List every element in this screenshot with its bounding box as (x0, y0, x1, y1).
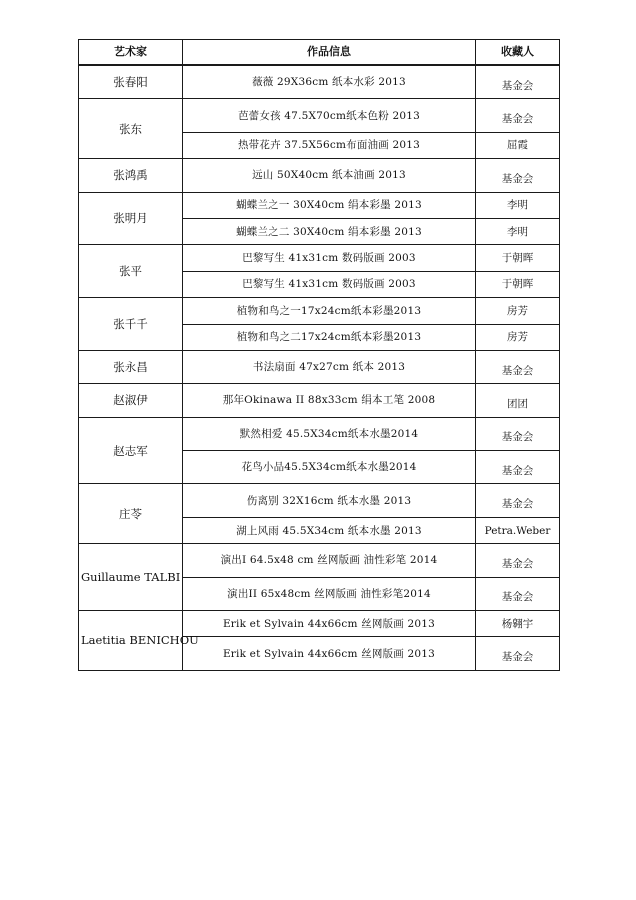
work-info-cell: 演出I 64.5x48 cm 丝网版画 油性彩笔 2014 (183, 544, 476, 577)
collector-cell: 基金会 (476, 451, 560, 484)
artist-cell: Laetitia BENICHOU (79, 611, 183, 671)
table-row (79, 384, 560, 417)
collector-cell: 团团 (476, 384, 560, 417)
work-info-cell: 蝴蝶兰之二 30X40cm 绢本彩墨 2013 (183, 218, 476, 244)
work-info-cell: 植物和鸟之二17x24cm纸本彩墨2013 (183, 324, 476, 350)
work-info-cell: 那年Okinawa II 88x33cm 绢本工笔 2008 (183, 384, 476, 417)
collector-cell: 基金会 (476, 484, 560, 517)
artist-cell: 赵淑伊 (79, 384, 183, 417)
collector-cell: 基金会 (476, 637, 560, 670)
collector-cell: 基金会 (476, 577, 560, 610)
artist-cell: Guillaume TALBI (79, 544, 183, 611)
table-header (79, 40, 560, 66)
collector-cell: 基金会 (476, 65, 560, 99)
artist-cell: 张东 (79, 99, 183, 159)
artist-cell: 张千千 (79, 298, 183, 351)
table-row (79, 350, 560, 383)
work-info-cell: 巴黎写生 41x31cm 数码版画 2003 (183, 245, 476, 271)
work-info-cell: 巴黎写生 41x31cm 数码版画 2003 (183, 271, 476, 297)
table-row (79, 192, 560, 218)
collector-cell: 基金会 (476, 159, 560, 192)
header-work-info: 作品信息 (183, 40, 476, 66)
header-collector: 收藏人 (476, 40, 560, 66)
table-row (79, 245, 560, 271)
work-info-cell: 芭蕾女孩 47.5X70cm纸本色粉 2013 (183, 99, 476, 132)
collector-cell: 基金会 (476, 99, 560, 132)
artwork-catalog-table (78, 39, 560, 671)
work-info-cell: 薇薇 29X36cm 纸本水彩 2013 (183, 65, 476, 99)
collector-cell: 杨翱宇 (476, 611, 560, 637)
collector-cell: 房芳 (476, 298, 560, 324)
header-artist: 艺术家 (79, 40, 183, 66)
artist-cell: 张永昌 (79, 350, 183, 383)
collector-cell: 基金会 (476, 417, 560, 450)
work-info-cell: 书法扇面 47x27cm 纸本 2013 (183, 350, 476, 383)
artist-cell: 张鸿禹 (79, 159, 183, 192)
artist-cell: 张春阳 (79, 65, 183, 99)
artist-cell: 张明月 (79, 192, 183, 245)
collector-cell: 于朝晖 (476, 245, 560, 271)
work-info-cell: 湖上风雨 45.5X34cm 纸本水墨 2013 (183, 517, 476, 543)
collector-cell: 基金会 (476, 350, 560, 383)
table-row (79, 544, 560, 577)
work-info-cell: 伤离别 32X16cm 纸本水墨 2013 (183, 484, 476, 517)
work-info-cell: Erik et Sylvain 44x66cm 丝网版画 2013 (183, 611, 476, 637)
header-row (79, 40, 560, 66)
table-row (79, 611, 560, 637)
collector-cell: 李明 (476, 218, 560, 244)
collector-cell: 屈霞 (476, 132, 560, 158)
work-info-cell: 演出II 65x48cm 丝网版画 油性彩笔2014 (183, 577, 476, 610)
work-info-cell: 植物和鸟之一17x24cm纸本彩墨2013 (183, 298, 476, 324)
work-info-cell: 蝴蝶兰之一 30X40cm 绢本彩墨 2013 (183, 192, 476, 218)
artist-cell: 庄苓 (79, 484, 183, 544)
work-info-cell: 默然相爱 45.5X34cm纸本水墨2014 (183, 417, 476, 450)
table-row (79, 159, 560, 192)
work-info-cell: 热带花卉 37.5X56cm布面油画 2013 (183, 132, 476, 158)
artist-cell: 张平 (79, 245, 183, 298)
work-info-cell: 远山 50X40cm 纸本油画 2013 (183, 159, 476, 192)
work-info-cell: 花鸟小品45.5X34cm纸本水墨2014 (183, 451, 476, 484)
collector-cell: 基金会 (476, 544, 560, 577)
collector-cell: 李明 (476, 192, 560, 218)
table-body (79, 65, 560, 670)
table-row (79, 484, 560, 517)
table-row (79, 99, 560, 132)
collector-cell: 于朝晖 (476, 271, 560, 297)
table-row (79, 298, 560, 324)
artist-cell: 赵志军 (79, 417, 183, 484)
table-row (79, 417, 560, 450)
collector-cell: Petra.Weber (476, 517, 560, 543)
table-row (79, 65, 560, 99)
work-info-cell: Erik et Sylvain 44x66cm 丝网版画 2013 (183, 637, 476, 670)
collector-cell: 房芳 (476, 324, 560, 350)
